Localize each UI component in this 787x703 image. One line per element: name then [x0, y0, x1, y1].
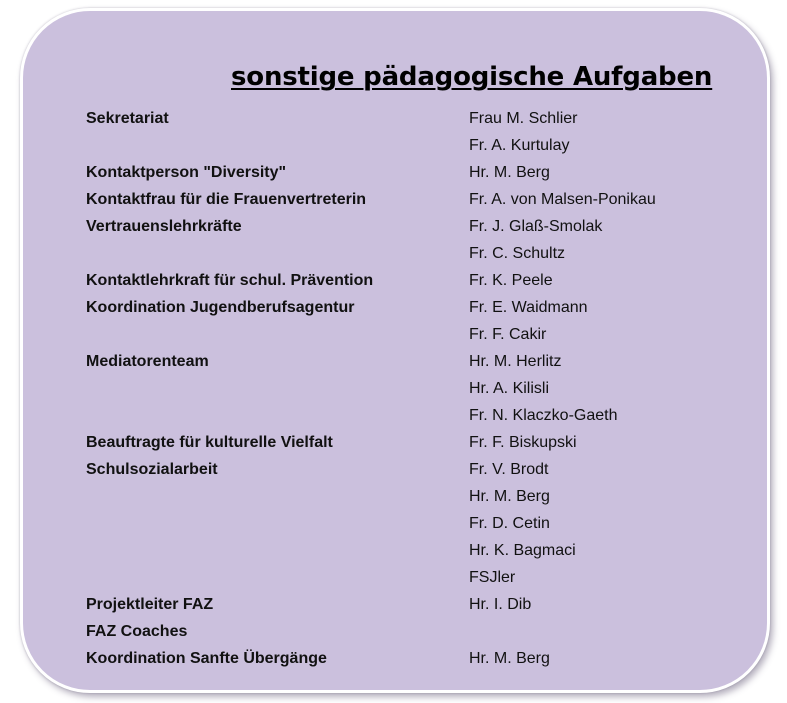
assignment-row [86, 186, 726, 213]
assignment-card [20, 8, 770, 693]
person-name: Fr. J. Glaß-Smolak [469, 218, 603, 235]
assignment-row [86, 321, 726, 348]
assignment-row [86, 564, 726, 591]
assignment-row [86, 213, 726, 240]
assignment-row [86, 456, 726, 483]
person-name: Fr. D. Cetin [469, 515, 550, 532]
assignment-row [86, 240, 726, 267]
person-name: FSJler [469, 569, 516, 586]
assignment-row [86, 132, 726, 159]
person-name: Hr. K. Bagmaci [469, 542, 576, 559]
role-label: Kontaktperson "Diversity" [86, 164, 287, 181]
role-label: Koordination Jugendberufsagentur [86, 299, 355, 316]
role-label: Sekretariat [86, 110, 169, 127]
assignment-row [86, 294, 726, 321]
role-label: FAZ Coaches [86, 623, 188, 640]
role-label: Mediatorenteam [86, 353, 209, 370]
assignment-row [86, 591, 726, 618]
person-name: Hr. M. Herlitz [469, 353, 562, 370]
assignment-row [86, 105, 726, 132]
assignment-row [86, 267, 726, 294]
person-name: Fr. C. Schultz [469, 245, 566, 262]
assignment-row [86, 618, 726, 645]
role-label: Schulsozialarbeit [86, 461, 218, 478]
person-name: Fr. V. Brodt [469, 461, 549, 478]
assignment-row [86, 375, 726, 402]
person-name: Frau M. Schlier [469, 110, 578, 127]
person-name: Hr. M. Berg [469, 164, 550, 181]
role-label: Beauftragte für kulturelle Vielfalt [86, 434, 333, 451]
page-title: sonstige pädagogische Aufgaben [231, 62, 713, 92]
assignment-row [86, 510, 726, 537]
person-name: Hr. I. Dib [469, 596, 532, 613]
person-name: Fr. K. Peele [469, 272, 553, 289]
assignment-list [86, 105, 726, 672]
role-label: Koordination Sanfte Übergänge [86, 650, 327, 667]
assignment-row [86, 645, 726, 672]
assignment-row [86, 429, 726, 456]
role-label: Kontaktfrau für die Frauenvertreterin [86, 191, 367, 208]
person-name: Fr. F. Biskupski [469, 434, 577, 451]
person-name: Fr. A. von Malsen-Ponikau [469, 191, 656, 208]
person-name: Hr. A. Kilisli [469, 380, 550, 397]
person-name: Hr. M. Berg [469, 488, 550, 505]
role-label: Projektleiter FAZ [86, 596, 214, 613]
person-name: Fr. N. Klaczko-Gaeth [469, 407, 618, 424]
person-name: Hr. M. Berg [469, 650, 550, 667]
person-name: Fr. A. Kurtulay [469, 137, 570, 154]
assignment-row [86, 348, 726, 375]
role-label: Vertrauenslehrkräfte [86, 218, 242, 235]
assignment-row [86, 483, 726, 510]
assignment-row [86, 159, 726, 186]
role-label: Kontaktlehrkraft für schul. Prävention [86, 272, 374, 289]
person-name: Fr. F. Cakir [469, 326, 547, 343]
assignment-row [86, 402, 726, 429]
assignment-row [86, 537, 726, 564]
person-name: Fr. E. Waidmann [469, 299, 588, 316]
